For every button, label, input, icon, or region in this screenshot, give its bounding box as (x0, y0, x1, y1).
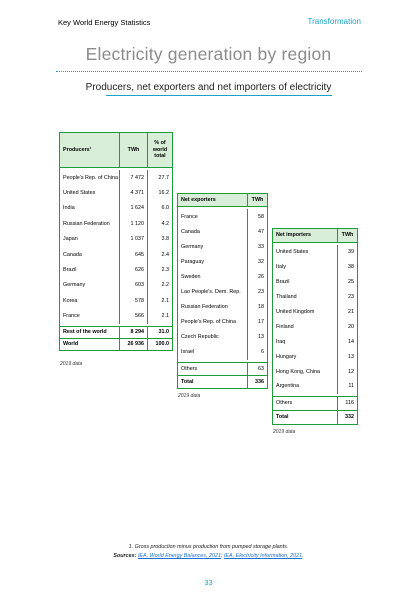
page-number: 33 (204, 578, 213, 587)
exporters-row-twh: 33 (247, 239, 267, 254)
producers-row-name: Germany (63, 282, 86, 289)
exporters-row-twh: 18 (247, 300, 267, 315)
producers-row-pct: 27.7 (147, 170, 172, 185)
importers-row-name: Brazil (276, 279, 290, 286)
source-link-world-energy-balances[interactable]: IEA, World Energy Balances, 2021 (137, 553, 221, 559)
producers-row-pct: 2.2 (147, 278, 172, 293)
producers-row-pct: 6.0 (147, 201, 172, 216)
exporters-row-twh: 13 (247, 330, 267, 345)
sources-separator: ; (220, 553, 223, 559)
producers-row-name: Japan (63, 236, 78, 243)
producers-row-twh: 603 (119, 278, 147, 293)
table-row (273, 290, 357, 305)
importers-row-name: Argentina (276, 383, 300, 390)
importers-table-header (273, 229, 357, 242)
exporters-row-name: Sweden (181, 273, 201, 280)
importers-row-twh: 20 (337, 319, 357, 334)
producers-rest-row (60, 326, 172, 338)
exporters-row-name: France (181, 213, 198, 220)
importers-col-name-header: Net importers (276, 232, 312, 239)
importers-row-name: Italy (276, 264, 286, 271)
importers-row-twh: 23 (337, 290, 357, 305)
exporters-others-row (178, 362, 267, 375)
table-row (273, 305, 357, 320)
producers-row-pct: 16.2 (147, 185, 172, 200)
producers-table-header (60, 133, 172, 167)
exporters-row-twh: 26 (247, 269, 267, 284)
importers-table-body (273, 242, 357, 396)
exporters-table-header (178, 194, 267, 206)
producers-col-name-header: Producers¹ (63, 146, 92, 153)
producers-row-name: People's Rep. of China (63, 174, 118, 181)
exporters-row-name: Russian Federation (181, 304, 228, 311)
importers-row-twh: 21 (337, 305, 357, 320)
table-row (60, 201, 172, 216)
table-row (178, 269, 267, 284)
importers-row-name: United Kingdom (276, 309, 315, 315)
importers-row-twh: 38 (337, 260, 357, 275)
producers-table (59, 132, 173, 351)
exporters-row-name: Paraguay (181, 258, 205, 265)
exporters-others-twh: 63 (247, 363, 267, 375)
producers-world-twh: 26 936 (119, 339, 147, 350)
producers-row-twh: 4 371 (119, 185, 147, 200)
exporters-row-twh: 17 (247, 315, 267, 330)
title-divider (56, 71, 362, 72)
header-section-link[interactable]: Transformation (307, 17, 361, 26)
net-exporters-table (177, 193, 268, 389)
table-row (178, 300, 267, 315)
producers-row-pct: 2.3 (147, 262, 172, 277)
table-row (60, 293, 172, 308)
table-row (60, 262, 172, 277)
importers-total-twh: 332 (337, 411, 357, 424)
table-row (273, 379, 357, 394)
producers-row-pct: 2.1 (147, 293, 172, 308)
exporters-total-row (178, 375, 267, 388)
importers-row-name: United States (276, 249, 309, 256)
importers-others-row (273, 396, 357, 410)
producers-row-name: Korea (63, 297, 78, 304)
importers-total-row (273, 410, 357, 424)
importers-row-twh: 12 (337, 364, 357, 379)
page-title: Electricity generation by region (85, 44, 332, 64)
importers-row-name: Finland (276, 323, 294, 330)
importers-row-name: Hong Kong, China (276, 368, 321, 375)
exporters-row-name: Israel (181, 349, 195, 356)
producers-row-twh: 566 (119, 309, 147, 324)
table-row (178, 330, 267, 345)
header-left: Key World Energy Statistics (58, 18, 151, 27)
importers-row-twh: 11 (337, 379, 357, 394)
sources-end: . (302, 553, 304, 559)
producers-row-name: Brazil (63, 267, 77, 274)
exporters-total-name: Total (181, 378, 194, 385)
importers-row-name: Iraq (276, 338, 286, 345)
exporters-row-name: Czech Republic (181, 334, 219, 341)
table-row (273, 245, 357, 260)
importers-row-twh: 25 (337, 275, 357, 290)
producers-row-name: Canada (63, 251, 82, 258)
producers-row-pct: 4.2 (147, 216, 172, 231)
producers-rest-name: Rest of the world (63, 329, 107, 336)
table-row (178, 315, 267, 330)
table-row (60, 216, 172, 231)
table-row (60, 247, 172, 262)
table-row (273, 349, 357, 364)
producers-world-row (60, 338, 172, 350)
importers-col-twh-header: TWh (337, 229, 357, 242)
producers-row-twh: 645 (119, 247, 147, 262)
exporters-total-twh: 336 (247, 376, 267, 388)
table-row (273, 260, 357, 275)
subtitle-underline (106, 95, 332, 96)
importers-row-twh: 39 (337, 245, 357, 260)
producers-note: 2019 data (60, 361, 83, 367)
importers-total-name: Total (276, 414, 289, 421)
exporters-col-name-header: Net exporters (181, 196, 216, 203)
exporters-note: 2019 data (178, 393, 201, 399)
producers-row-pct: 2.4 (147, 247, 172, 262)
producers-world-pct: 100.0 (147, 339, 172, 350)
table-row (178, 224, 267, 239)
producers-row-twh: 1 037 (119, 232, 147, 247)
producers-row-pct: 2.1 (147, 309, 172, 324)
net-importers-table (272, 228, 358, 425)
exporters-others-name: Others (181, 365, 198, 372)
producers-row-name: France (63, 313, 80, 320)
table-row (60, 278, 172, 293)
importers-row-twh: 14 (337, 334, 357, 349)
producers-row-twh: 1 120 (119, 216, 147, 231)
table-row (273, 319, 357, 334)
producers-world-name: World (63, 341, 79, 348)
table-row (273, 334, 357, 349)
producers-row-name: United States (63, 190, 96, 197)
sources-line (0, 553, 417, 559)
table-row (60, 309, 172, 324)
table-row (60, 232, 172, 247)
producers-row-twh: 626 (119, 262, 147, 277)
importers-others-name: Others (276, 400, 293, 407)
importers-row-twh: 13 (337, 349, 357, 364)
table-row (178, 254, 267, 269)
footnote: 1. Gross production minus production from pumped storage plants. (128, 544, 289, 550)
producers-rest-twh: 8 294 (119, 327, 147, 338)
exporters-table-body (178, 206, 267, 362)
importers-row-name: Hungary (276, 353, 297, 360)
exporters-row-name: People's Rep. of China (181, 319, 236, 326)
table-row (178, 239, 267, 254)
exporters-row-twh: 23 (247, 284, 267, 299)
sources-label: Sources: (113, 553, 137, 559)
producers-row-twh: 7 472 (119, 170, 147, 185)
table-row (273, 275, 357, 290)
importers-others-twh: 116 (337, 397, 357, 410)
producers-row-pct: 3.8 (147, 232, 172, 247)
exporters-row-twh: 32 (247, 254, 267, 269)
table-row (60, 185, 172, 200)
table-row (178, 284, 267, 299)
page-subtitle: Producers, net exporters and net importers of electricity (85, 82, 332, 93)
producers-row-name: India (63, 205, 75, 212)
exporters-row-name: Germany (181, 243, 204, 250)
producers-row-twh: 1 624 (119, 201, 147, 216)
exporters-row-name: Canada (181, 228, 200, 235)
importers-note: 2019 data (273, 429, 296, 435)
exporters-row-twh: 58 (247, 209, 267, 224)
table-row (60, 170, 172, 185)
exporters-row-twh: 47 (247, 224, 267, 239)
exporters-col-twh-header: TWh (247, 194, 267, 206)
importers-row-name: Thailand (276, 294, 297, 301)
producers-col-twh-header: TWh (119, 133, 147, 167)
exporters-row-twh: 6 (247, 345, 267, 360)
table-row (178, 345, 267, 360)
producers-row-twh: 578 (119, 293, 147, 308)
producers-rest-pct: 31.0 (147, 327, 172, 338)
exporters-row-name: Lao People's. Dem. Rep. (181, 289, 241, 296)
table-row (178, 209, 267, 224)
producers-table-body (60, 167, 172, 326)
producers-col-pct-header: % of world total (147, 133, 172, 167)
producers-row-name: Russian Federation (63, 220, 110, 227)
table-row (273, 364, 357, 379)
source-link-electricity-information[interactable]: IEA, Electricity Information, 2021 (223, 553, 303, 559)
